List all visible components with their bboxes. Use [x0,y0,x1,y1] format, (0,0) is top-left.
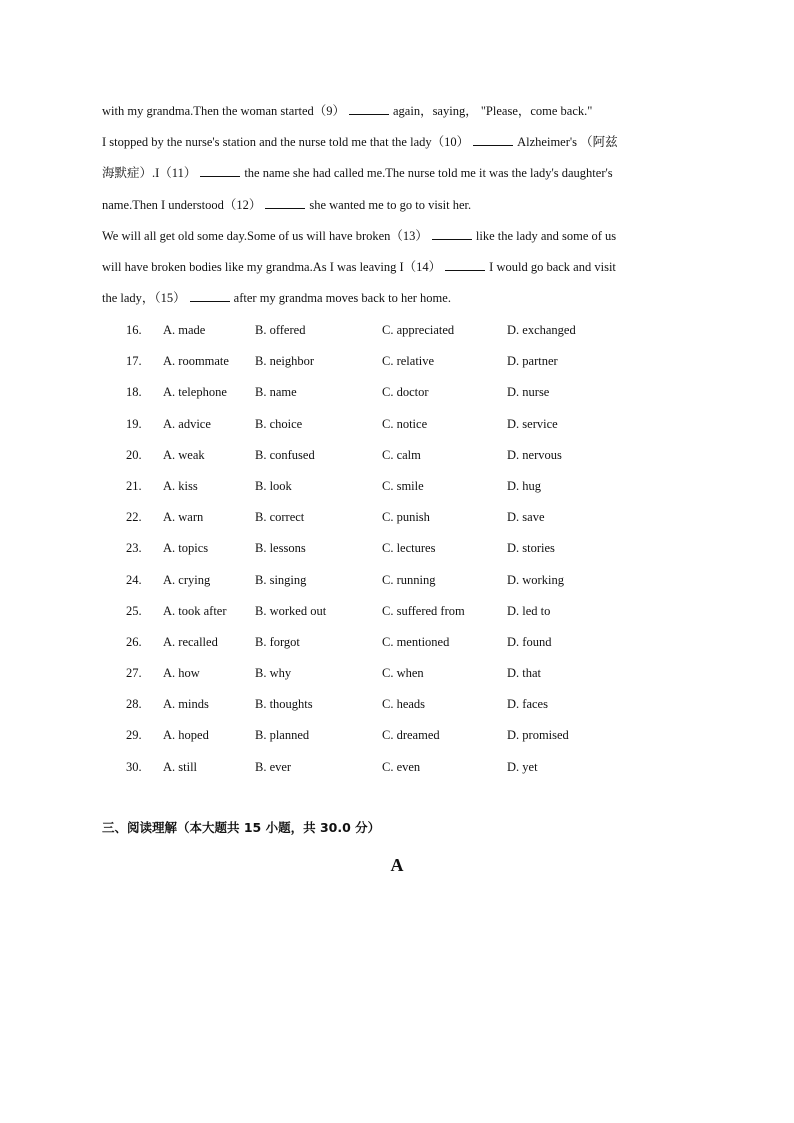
option-c: C. heads [382,697,426,712]
question-row [126,502,726,533]
option-d: D. promised [507,728,569,743]
option-c: C. appreciated [382,323,455,337]
question-number: 29. [126,728,142,743]
option-c: C. even [382,759,421,774]
option-a: A. weak [163,447,205,462]
option-b: B. correct [255,510,305,525]
passage-text: will have broken bodies like my grandma.As I was leaving I（14） [102,260,442,275]
option-a: A. made [163,323,206,337]
answer-blank [432,227,472,240]
question-row [126,471,726,502]
passage-text: with my grandma.Then the woman started（9） [102,104,345,118]
question-row [126,346,726,377]
question-row [126,720,726,751]
option-b: B. why [255,666,292,681]
passage-line [102,283,682,314]
option-d: D. yet [507,759,538,774]
part-label: A [390,855,404,875]
passage-text: name.Then I understood（12） [102,197,262,212]
question-number: 25. [126,603,142,618]
question-number: 24. [126,572,142,587]
option-a: A. recalled [163,634,218,649]
option-c: C. suffered from [382,603,465,618]
option-a: A. minds [163,697,209,712]
option-c: C. punish [382,510,430,525]
option-b: B. look [255,478,292,493]
section-title: 三、阅读理解（本大题共 15 小题，共 30.0 分） [102,820,381,835]
question-number: 27. [126,666,142,681]
passage-line [102,190,682,221]
option-d: D. nervous [507,447,562,462]
option-b: B. lessons [255,541,306,556]
option-b: B. offered [255,323,306,337]
question-number: 26. [126,634,142,649]
passage-text: We will all get old some day.Some of us will have broken（13） [102,228,428,243]
question-options-list [126,315,726,783]
passage-text: she wanted me to go to visit her. [309,197,472,212]
option-d: D. save [507,510,545,525]
question-row [126,752,726,783]
passage-text: Alzheimer's （阿兹 [517,135,618,150]
question-number: 23. [126,541,142,556]
option-a: A. still [163,759,198,774]
passage-text: after my grandma moves back to her home. [233,291,451,306]
passage-line [102,127,682,158]
passage-line [102,158,682,189]
question-row [126,377,726,408]
option-a: A. hoped [163,728,209,743]
option-d: D. service [507,416,558,431]
option-c: C. smile [382,478,424,493]
option-c: C. dreamed [382,728,440,743]
option-c: C. doctor [382,385,429,400]
option-a: A. crying [163,572,211,587]
question-row [126,315,726,346]
option-a: A. warn [163,510,204,525]
option-b: B. worked out [255,603,327,618]
option-a: A. kiss [163,478,198,493]
option-c: C. relative [382,354,435,369]
option-c: C. notice [382,416,428,431]
question-row [126,409,726,440]
option-d: D. working [507,572,564,587]
option-a: A. telephone [163,385,227,400]
passage-text: like the lady and some of us [475,228,617,243]
question-number: 17. [126,354,142,369]
option-d: D. faces [507,697,548,712]
option-d: D. partner [507,354,558,369]
option-d: D. nurse [507,385,550,400]
passage [102,96,682,314]
passage-text: again，saying， "Please，come back." [393,104,593,118]
passage-text: I stopped by the nurse's station and the nurse told me that the lady（10） [102,135,470,150]
option-b: B. neighbor [255,354,315,369]
option-d: D. that [507,666,542,681]
question-row [126,596,726,627]
question-number: 21. [126,478,142,493]
option-a: A. topics [163,541,209,556]
passage-text: the lady，（15） [102,291,186,306]
question-row [126,627,726,658]
option-d: D. exchanged [507,323,576,337]
option-c: C. calm [382,447,421,462]
option-d: D. found [507,634,552,649]
option-a: A. took after [163,603,227,618]
option-d: D. stories [507,541,555,556]
option-c: C. mentioned [382,634,450,649]
question-row [126,565,726,596]
answer-blank [265,196,305,209]
passage-text: 海默症）.I（11） [102,166,197,181]
option-b: B. planned [255,728,310,743]
section-heading [102,818,380,836]
option-d: D. hug [507,478,542,493]
option-d: D. led to [507,603,551,618]
question-number: 19. [126,416,142,431]
option-c: C. when [382,666,424,681]
passage-text: the name she had called me.The nurse told me it was the lady's daughter's [244,166,613,181]
question-number: 28. [126,697,142,712]
option-c: C. lectures [382,541,436,556]
option-a: A. advice [163,416,211,431]
option-b: B. singing [255,572,307,587]
question-row [126,440,726,471]
answer-blank [190,289,230,302]
question-number: 30. [126,759,142,774]
answer-blank [200,164,240,177]
option-a: A. roommate [163,354,229,369]
passage-line [102,96,682,127]
option-b: B. thoughts [255,697,313,712]
passage-line [102,252,682,283]
option-b: B. ever [255,759,292,774]
option-c: C. running [382,572,436,587]
option-a: A. how [163,666,200,681]
question-row [126,658,726,689]
question-row [126,689,726,720]
option-b: B. forgot [255,634,300,649]
answer-blank [349,102,389,115]
question-number: 16. [126,323,142,337]
option-b: B. choice [255,416,303,431]
passage-line [102,221,682,252]
answer-blank [473,133,513,146]
answer-blank [445,258,485,271]
option-b: B. confused [255,447,315,462]
question-number: 22. [126,510,142,525]
question-number: 18. [126,385,142,400]
option-b: B. name [255,385,297,400]
question-row [126,533,726,564]
question-number: 20. [126,447,142,462]
passage-text: I would go back and visit [489,260,616,275]
